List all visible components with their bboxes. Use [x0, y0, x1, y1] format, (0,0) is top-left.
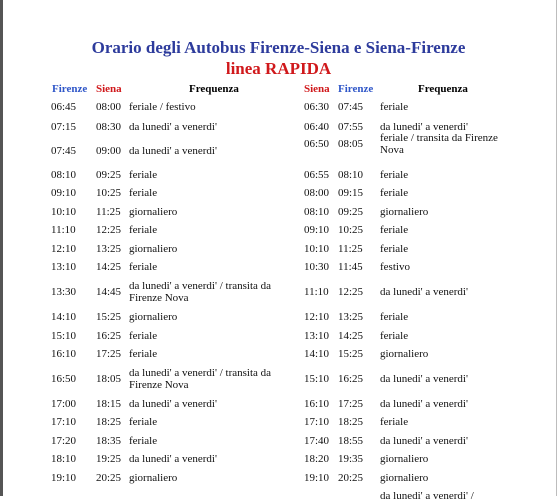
frequency-text: da lunedi' a venerdi': [380, 121, 468, 133]
arrival-time: 18:25: [338, 416, 364, 428]
arrival-time: 18:25: [96, 416, 122, 428]
arrival-time: 19:35: [338, 453, 364, 465]
departure-time: 06:40: [304, 121, 330, 133]
frequency-text: feriale: [129, 416, 158, 428]
frequency-text: festivo: [380, 261, 410, 273]
arrival-time: 19:25: [96, 453, 122, 465]
arrival-time: 20:25: [338, 472, 364, 484]
departure-time: 11:10: [304, 286, 329, 298]
frequency-text: feriale: [129, 435, 158, 447]
departure-time: 13:10: [304, 330, 330, 342]
departure-time: 19:10: [304, 472, 330, 484]
frequency-text: da lunedi' a venerdi': [380, 286, 468, 298]
frequency-text: da lunedi' a venerdi': [380, 435, 468, 447]
arrival-time: 09:15: [338, 187, 364, 199]
departure-time: 18:10: [51, 453, 77, 465]
frequency-text: feriale / festivo: [129, 101, 196, 113]
departure-time: 17:00: [51, 398, 77, 410]
departure-time: 09:10: [304, 224, 330, 236]
frequency-text: da lunedi' a venerdi': [129, 121, 217, 133]
departure-time: 11:10: [51, 224, 76, 236]
arrival-time: 15:25: [96, 311, 122, 323]
frequency-text: feriale: [380, 416, 409, 428]
departure-time: 08:00: [304, 187, 330, 199]
left-header-to: Siena: [96, 83, 122, 95]
arrival-time: 11:45: [338, 261, 363, 273]
arrival-time: 08:30: [96, 121, 122, 133]
arrival-time: 18:15: [96, 398, 122, 410]
arrival-time: 14:25: [338, 330, 364, 342]
departure-time: 16:10: [51, 348, 77, 360]
arrival-time: 07:45: [338, 101, 364, 113]
departure-time: 13:30: [51, 286, 77, 298]
arrival-time: 17:25: [338, 398, 364, 410]
departure-time: 07:15: [51, 121, 77, 133]
frequency-text: da lunedi' a venerdi': [129, 398, 217, 410]
departure-time: 06:55: [304, 169, 330, 181]
arrival-time: 12:25: [338, 286, 364, 298]
departure-time: 13:10: [51, 261, 77, 273]
arrival-time: 16:25: [96, 330, 122, 342]
arrival-time: 08:10: [338, 169, 364, 181]
left-header-from: Firenze: [52, 83, 88, 95]
departure-time: 15:10: [51, 330, 77, 342]
right-header-from: Siena: [304, 83, 330, 95]
departure-time: 10:10: [51, 206, 77, 218]
arrival-time: 09:25: [96, 169, 122, 181]
right-header-to: Firenze: [338, 83, 374, 95]
frequency-text: da lunedi' a venerdi' / transita da Firenze Nova: [129, 280, 272, 304]
frequency-text: da lunedi' a venerdi': [380, 373, 468, 385]
frequency-text: feriale: [380, 224, 409, 236]
departure-time: 09:10: [51, 187, 77, 199]
arrival-time: 11:25: [96, 206, 121, 218]
frequency-text: da lunedi' a venerdi' / transita da Firenze Nova: [129, 367, 272, 391]
departure-time: 17:10: [304, 416, 330, 428]
arrival-time: 15:25: [338, 348, 364, 360]
document-subtitle: linea RAPIDA: [225, 59, 332, 78]
arrival-time: 14:25: [96, 261, 122, 273]
frequency-text: da lunedi' a venerdi': [129, 145, 217, 157]
frequency-text: feriale: [129, 169, 158, 181]
frequency-text: feriale: [129, 187, 158, 199]
arrival-time: 14:45: [96, 286, 122, 298]
frequency-text: feriale: [129, 261, 158, 273]
departure-time: 17:20: [51, 435, 77, 447]
arrival-time: 08:05: [338, 138, 364, 150]
frequency-text: feriale: [129, 224, 158, 236]
departure-time: 16:50: [51, 373, 77, 385]
arrival-time: 16:25: [338, 373, 364, 385]
departure-time: 06:45: [51, 101, 77, 113]
left-header-frequency: Frequenza: [189, 83, 239, 95]
departure-time: 16:10: [304, 398, 330, 410]
arrival-time: 09:25: [338, 206, 364, 218]
frequency-text: giornaliero: [380, 348, 429, 360]
arrival-time: 18:55: [338, 435, 364, 447]
right-header-frequency: Frequenza: [418, 83, 468, 95]
frequency-text: da lunedi' a venerdi': [129, 453, 217, 465]
arrival-time: 10:25: [96, 187, 122, 199]
arrival-time: 12:25: [96, 224, 122, 236]
frequency-text: feriale: [129, 330, 158, 342]
departure-time: 06:50: [304, 138, 330, 150]
frequency-text: giornaliero: [380, 206, 429, 218]
frequency-text: giornaliero: [129, 472, 178, 484]
arrival-time: 18:05: [96, 373, 122, 385]
departure-time: 08:10: [51, 169, 77, 181]
arrival-time: 13:25: [96, 243, 122, 255]
departure-time: 17:10: [51, 416, 77, 428]
departure-time: 07:45: [51, 145, 77, 157]
arrival-time: 13:25: [338, 311, 364, 323]
departure-time: 15:10: [304, 373, 330, 385]
frequency-text: feriale: [380, 169, 409, 181]
departure-time: 14:10: [304, 348, 330, 360]
frequency-text: giornaliero: [129, 311, 178, 323]
frequency-text: feriale: [380, 187, 409, 199]
frequency-text: giornaliero: [129, 206, 178, 218]
arrival-time: 18:35: [96, 435, 122, 447]
document-title: Orario degli Autobus Firenze-Siena e Siena-Firenze: [91, 38, 466, 57]
departure-time: 12:10: [51, 243, 77, 255]
frequency-text: feriale: [380, 311, 409, 323]
frequency-text: feriale: [129, 348, 158, 360]
arrival-time: 08:00: [96, 101, 122, 113]
frequency-text: giornaliero: [380, 453, 429, 465]
arrival-time: 20:25: [96, 472, 122, 484]
departure-time: 18:20: [304, 453, 330, 465]
departure-time: 14:10: [51, 311, 77, 323]
arrival-time: 09:00: [96, 145, 122, 157]
frequency-text: da lunedi' a venerdi': [380, 398, 468, 410]
departure-time: 12:10: [304, 311, 330, 323]
departure-time: 17:40: [304, 435, 330, 447]
departure-time: 19:10: [51, 472, 77, 484]
departure-time: 10:10: [304, 243, 330, 255]
arrival-time: 10:25: [338, 224, 364, 236]
departure-time: 10:30: [304, 261, 330, 273]
arrival-time: 17:25: [96, 348, 122, 360]
arrival-time: 07:55: [338, 121, 364, 133]
frequency-text: da lunedi' a venerdi' /: [380, 490, 474, 502]
frequency-text: feriale: [380, 243, 409, 255]
frequency-text: giornaliero: [380, 472, 429, 484]
frequency-text: feriale: [380, 330, 409, 342]
arrival-time: 11:25: [338, 243, 363, 255]
frequency-text: feriale: [380, 101, 409, 113]
departure-time: 06:30: [304, 101, 330, 113]
departure-time: 08:10: [304, 206, 330, 218]
frequency-text: giornaliero: [129, 243, 178, 255]
frequency-text: feriale / transita da Firenze Nova: [380, 132, 498, 156]
